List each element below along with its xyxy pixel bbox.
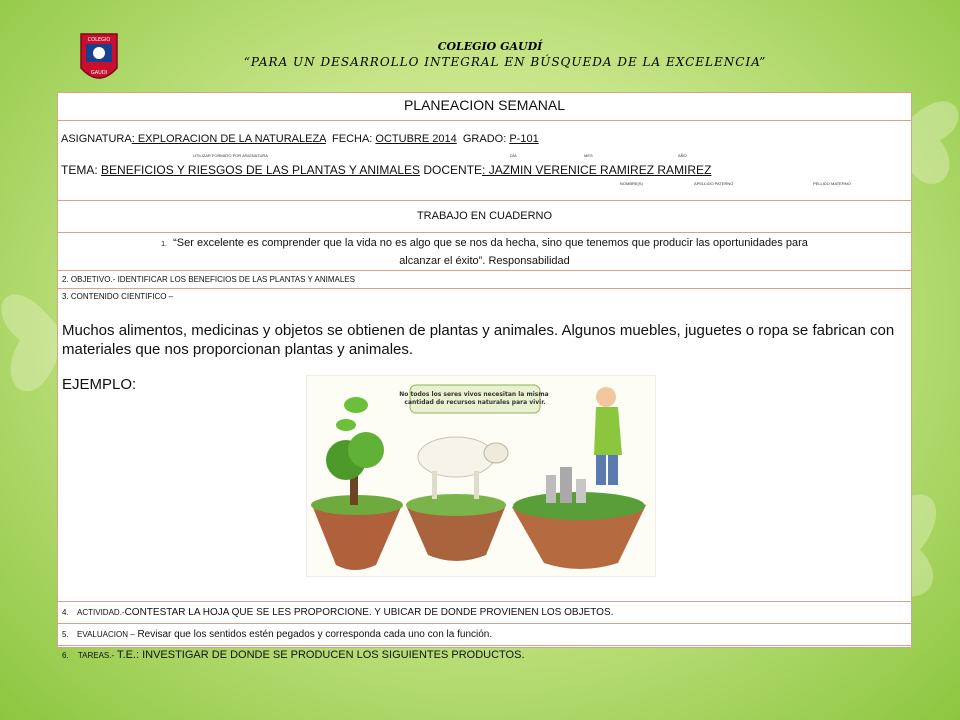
item1-row <box>58 233 911 271</box>
contenido-heading: 3. CONTENIDO CIENTIFICO – <box>62 292 174 301</box>
item1-quote: “Ser excelente es comprender que la vida no es algo que se nos da hecha, sino que tenemos que producir las oportunidades para <box>173 237 808 249</box>
info-row <box>58 121 911 201</box>
hint-dia: DÍA <box>510 153 517 158</box>
item4-row <box>58 602 911 624</box>
docente-value: : JAZMIN VERENICE RAMIREZ RAMIREZ <box>482 163 712 177</box>
item1-quote-end: alcanzar el éxito”. Responsabilidad <box>399 255 570 267</box>
item4-number: 4. <box>62 608 69 617</box>
item2-row <box>58 271 911 289</box>
actividad-text: CONTESTAR LA HOJA QUE SE LES PROPORCIONE. Y UBICAR DE DONDE PROVIENEN LOS OBJETOS. <box>124 607 614 618</box>
weekly-plan-document <box>57 92 912 661</box>
hint-formato: UTILIZAR FORMATO POR ASIGNATURA <box>193 153 268 158</box>
trabajo-heading: TRABAJO EN CUADERNO <box>416 210 553 222</box>
hint-materno: PELLIDO MATERNO <box>813 181 851 186</box>
image-caption-line1: No todos los seres vivos necesitan la misma <box>399 391 549 398</box>
hint-nombre: NOMBRE(S) <box>620 181 643 186</box>
item6-number: 6. <box>62 651 69 660</box>
school-name: COLEGIO GAUDÍ <box>437 40 543 53</box>
image-caption-line2: cantidad de recursos naturales para vivir. <box>404 399 546 406</box>
evaluacion-label: EVALUACION – <box>77 630 135 639</box>
trabajo-row <box>58 201 911 233</box>
asignatura-value: : EXPLORACION DE LA NATURALEZA <box>131 133 326 145</box>
svg-text:No todos los seres vivos neces <box>399 391 550 406</box>
docente-label: DOCENTE <box>423 163 483 177</box>
tema-label: TEMA: <box>61 163 98 177</box>
tareas-text: T.E.: INVESTIGAR DE DONDE SE PRODUCEN LOS SIGUIENTES PRODUCTOS. <box>117 649 525 661</box>
hint-paterno: APELLIDO PATERNO <box>694 181 734 186</box>
svg-text:GAUDI: GAUDI <box>90 70 108 76</box>
fecha-label: FECHA: <box>332 133 373 145</box>
ejemplo-label: EJEMPLO: <box>62 376 137 393</box>
actividad-label: ACTIVIDAD.- <box>77 608 125 617</box>
contenido-paragraph: Muchos alimentos, medicinas y objetos se obtienen de plantas y animales. Algunos muebles, juguetes o ropa se fabrican con materiales que nos proporcionan plantas y animales. <box>62 322 895 358</box>
school-motto: “PARA UN DESARROLLO INTEGRAL EN BÚSQUEDA DE LA EXCELENCIA” <box>243 55 767 69</box>
page-title: PLANEACION SEMANAL <box>403 97 566 113</box>
item5-row <box>58 624 911 646</box>
title-row <box>58 93 911 121</box>
hint-mes: MES <box>584 153 593 158</box>
tareas-label: TAREAS.- <box>77 651 115 660</box>
fecha-value: OCTUBRE 2014 <box>375 133 457 145</box>
grado-label: GRADO: <box>462 133 507 145</box>
objetivo-text: 2. OBJETIVO.- IDENTIFICAR LOS BENEFICIOS DE LAS PLANTAS Y ANIMALES <box>62 275 355 284</box>
item1-number: 1. <box>161 241 167 248</box>
svg-text:COLEGIO: COLEGIO <box>87 37 111 43</box>
item6-row <box>58 646 911 668</box>
item3-row <box>58 289 911 602</box>
plants-animals-illustration <box>306 375 656 577</box>
grado-value: P-101 <box>509 133 539 145</box>
asignatura-label: ASIGNATURA <box>61 133 132 145</box>
item5-number: 5. <box>62 630 69 639</box>
tema-value: BENEFICIOS Y RIESGOS DE LAS PLANTAS Y ANIMALES <box>101 163 421 177</box>
evaluacion-text: Revisar que los sentidos estén pegados y corresponda cada uno con la función. <box>137 629 493 640</box>
hint-ano: AÑO <box>678 153 687 158</box>
